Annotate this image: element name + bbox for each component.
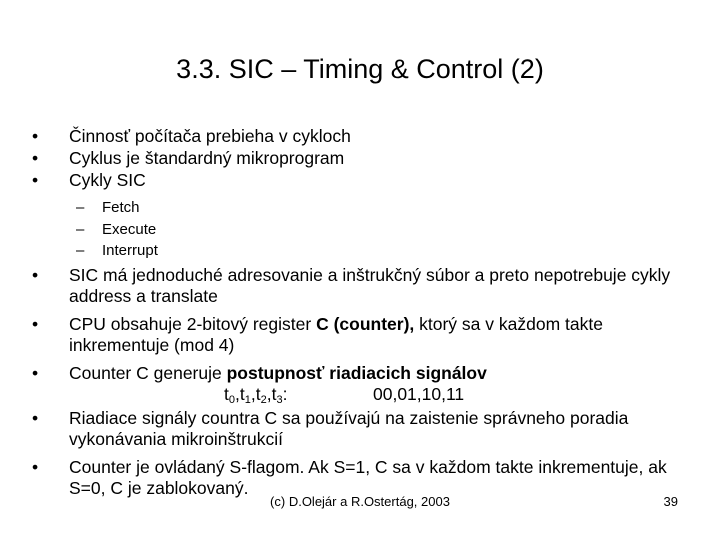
bullet-icon: • [32, 170, 39, 190]
bullet-icon: • [32, 148, 39, 168]
bullet-item-microprogram [32, 148, 702, 169]
bullet-text-bold: postupnosť riadiacich signálov [226, 362, 487, 383]
dash-icon: – [76, 220, 85, 238]
bullet-text: SIC má jednoduché adresovanie a inštrukčný súbor a preto nepotrebuje cykly address a translate [69, 264, 671, 306]
bullet-item-control-signals [32, 363, 702, 408]
footer-credit: (c) D.Olejár a R.Ostertág, 2003 [270, 494, 450, 509]
bullet-text: Riadiace signály countra C sa používajú na zaistenie správneho poradia vykonávania mikroinštrukcií [69, 407, 629, 449]
slide-title: 3.3. SIC – Timing & Control (2) [176, 54, 544, 84]
bullet-text: Cykly SIC [69, 170, 146, 190]
bullet-item-signal-usage [32, 408, 702, 450]
bullet-text-after: ktorý sa v každom takte inkrementuje (mod 4) [69, 313, 603, 355]
bullet-item-sic-cycles [32, 170, 702, 191]
sub-item-interrupt [32, 240, 702, 262]
bullet-text: Counter je ovládaný S-flagom. Ak S=1, C sa v každom takte inkrementuje, ak S=0, C je zablokovaný. [69, 456, 667, 498]
bullet-icon: • [32, 362, 39, 383]
sub-item-fetch [32, 197, 702, 219]
bullet-item-cycles [32, 126, 702, 147]
bullet-text-bold: C (counter), [316, 313, 415, 334]
signal-list: $t_0,t_1,t_2,t_3$: [224, 383, 288, 406]
signal-sequence [69, 384, 702, 408]
bullet-item-s-flag [32, 457, 702, 499]
sub-item-text: Execute [102, 220, 157, 238]
sub-item-text: Fetch [102, 199, 140, 216]
dash-icon: – [76, 242, 85, 259]
bullet-item-counter-register [32, 314, 702, 356]
bullet-icon: • [32, 126, 39, 146]
bullet-text-before: Counter C generuje [69, 362, 227, 383]
slide-body [32, 126, 702, 499]
bullet-text: Činnosť počítača prebieha v cykloch [69, 126, 351, 146]
signal-values: 00,01,10,11 [373, 383, 465, 404]
dash-icon: – [76, 199, 85, 216]
bullet-icon: • [32, 264, 39, 285]
bullet-icon: • [32, 456, 39, 477]
bullet-text: Cyklus je štandardný mikroprogram [69, 148, 345, 168]
bullet-icon: • [32, 407, 39, 428]
sub-item-text: Interrupt [102, 242, 158, 259]
slide-number: 39 [663, 494, 678, 509]
bullet-icon: • [32, 313, 39, 334]
sub-item-execute [32, 219, 702, 241]
bullet-text-before: CPU obsahuje 2-bitový register [69, 313, 317, 334]
bullet-item-addressing [32, 265, 702, 307]
